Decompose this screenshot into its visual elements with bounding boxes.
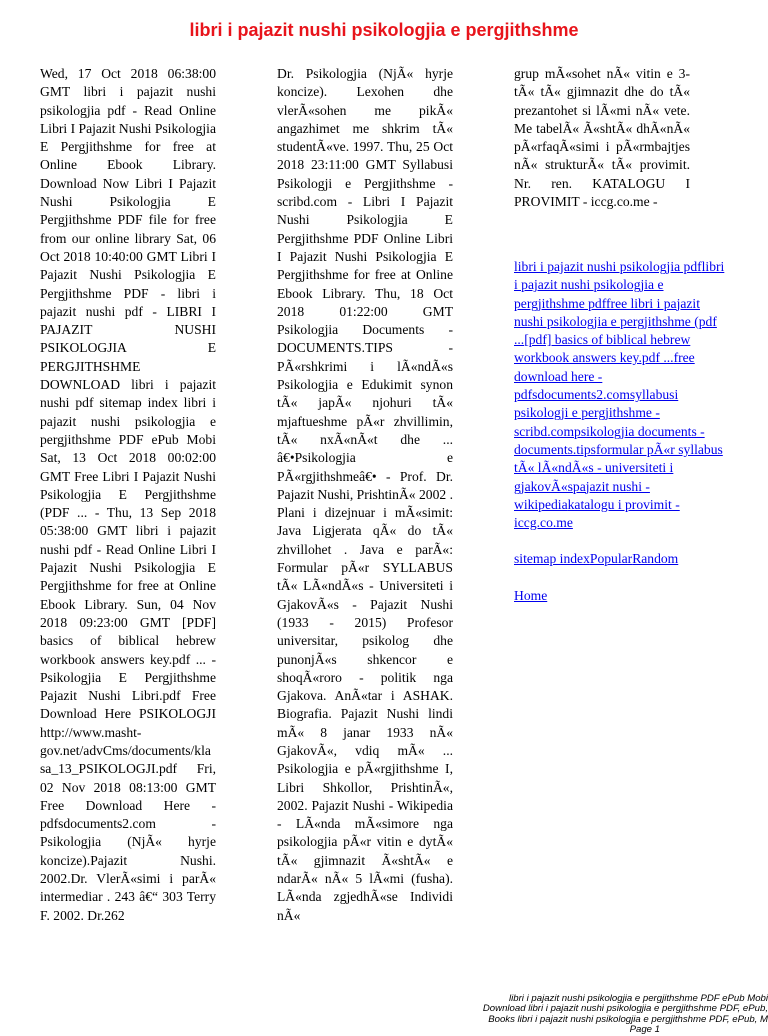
random-link[interactable]: Random [632, 551, 679, 567]
footer-line-2: Download libri i pajazit nushi psikologjia e pergjithshme PDF, ePub, [482, 1003, 768, 1015]
link-item[interactable]: [pdf] basics of biblical hebrew workbook answers key.pdf ... [514, 332, 691, 366]
footer-page-number: Page 1 [629, 1024, 660, 1036]
link-item[interactable]: formular pÃ«r syllabus tÃ« lÃ«ndÃ«s - universiteti i gjakovÃ«s [514, 441, 723, 494]
footer-line-1: libri i pajazit nushi psikologjia e pergjithshme PDF ePub Mobi [509, 994, 768, 1004]
related-links [514, 258, 730, 605]
link-item[interactable]: libri i pajazit nushi psikologjia e pergjithshme pdf [514, 259, 725, 311]
link-item[interactable]: free libri i pajazit nushi psikologjia e pergjithshme (pdf ... [514, 295, 717, 348]
link-item[interactable]: free download here - pdfsdocuments2.com [514, 350, 695, 403]
link-item[interactable]: psikologjia documents - documents.tips [514, 423, 705, 457]
footer-line-3: Books libri i pajazit nushi psikologjia e pergjithshme PDF, ePub, M [488, 1013, 768, 1025]
text-column-2: Dr. Psikologjia (NjÃ« hyrje koncize). Lexohen dhe vlerÃ«sohen me pikÃ« angazhimet me shkrim tÃ« studentÃ«ve. 1997. Thu, 25 Oct 2018 23:11:00 GMT Syllabusi Psikologji e Pergjithshme - scribd.com - Libri I Pajazit Nushi Psikologjia E Pergjithshme PDF Online Libri I Pajazit Nushi Psikologjia E Pergjithshme for free at Online Ebook Library. Thu, 18 Oct 2018 01:22:00 GMT Psikologjia Documents - DOCUMENTS.TIPS - PÃ«rshkrimi i lÃ«ndÃ«s Psikologjia e Edukimit synon tÃ« japÃ« njohuri tÃ« mjaftueshme pÃ«r zhvillimin, tÃ« nxÃ«nÃ«t dhe ... â€•Psikologjia e PÃ«rgjithshmeâ€• - Prof. Dr. Pajazit Nushi, PrishtinÃ« 2002 . Plani i dizejnuar i mÃ«simit: Java Ligjerata qÃ« do tÃ« zhvillohet . Java e parÃ«: Formular pÃ«r SYLLABUS tÃ« LÃ«ndÃ«s - Universiteti i GjakovÃ«s - Pajazit Nushi (1933 - 2015) Profesor universitar, psikolog dhe punonjÃ«s shkencor e shoqÃ«roro - politik nga Gjakova. AnÃ«tar i ASHAK. Biografia. Pajazit Nushi lindi mÃ« 8 janar 1933 nÃ« GjakovÃ«, vdiq mÃ« ... Psikologjia e pÃ«rgjithshme I, Libri Shkollor, PrishtinÃ«, 2002. Pajazit Nushi - Wikipedia - LÃ«nda mÃ«simore nga psikologjia pÃ«r vitin e dytÃ« tÃ« gjimnazit Ã«shtÃ« e ndarÃ« nÃ« 5 lÃ«mi (fusha). LÃ«nda zgjedhÃ«se Individi nÃ« [277, 66, 453, 923]
sitemap-index-link[interactable]: sitemap index [514, 551, 590, 567]
link-item[interactable]: pajazit nushi - wikipedia [514, 478, 650, 512]
popular-link[interactable]: Popular [589, 551, 633, 567]
home-link-row [514, 587, 730, 605]
link-item[interactable]: syllabusi psikologji e pergjithshme - scribd.com [514, 387, 679, 439]
text-column-3: grup mÃ«sohet nÃ« vitin e 3-tÃ« tÃ« gjimnazit dhe do tÃ« prezantohet si lÃ«mi nÃ« vete. Me tabelÃ« Ã«shtÃ« dhÃ«nÃ« pÃ«rfaqÃ«simi i pÃ«rmbajtjes nÃ« strukturÃ« tÃ« provimit. Nr. ren. KATALOGU I PROVIMIT - iccg.co.me - [514, 66, 690, 210]
home-link[interactable]: Home [514, 587, 548, 603]
text-column-1: Wed, 17 Oct 2018 06:38:00 GMT libri i pajazit nushi psikologjia pdf - Read Online Libri I Pajazit Nushi Psikologjia E Pergjithshme for free at Online Ebook Library. Download Now Libri I Pajazit Nushi Psikologjia E Pergjithshme PDF file for free from our online library Sat, 06 Oct 2018 10:40:00 GMT Libri I Pajazit Nushi Psikologjia E Pergjithshme PDF - libri i pajazit nushi pdf - LIBRI I PAJAZIT NUSHI PSIKOLOGJIA E PERGJITHSHME DOWNLOAD libri i pajazit nushi pdf sitemap index libri i pajazit nushi psikologjia e pergjithshme PDF ePub Mobi Sat, 13 Oct 2018 00:02:00 GMT Free Libri I Pajazit Nushi Psikologjia E Pergjithshme (PDF ... - Thu, 13 Sep 2018 05:38:00 GMT libri i pajazit nushi pdf - Read Online Libri I Pajazit Nushi Psikologjia E Pergjithshme for free at Online Ebook Library. Sun, 04 Nov 2018 09:23:00 GMT [PDF] basics of biblical hebrew workbook answers key.pdf ... - Psikologjia E Pergjithshme Pajazit Nushi Libri.pdf Free Download Here PSIKOLOGJI http://www.masht-gov.net/advCms/documents/klasa_13_PSIKOLOGJI.pdf Fri, 02 Nov 2018 08:13:00 GMT Free Download Here - pdfsdocuments2.com - Psikologjia (NjÃ« hyrje koncize).Pajazit Nushi. 2002.Dr. VlerÃ«simi i parÃ« intermediar . 243 â€“ 303 Terry F. 2002. Dr.262 [40, 66, 216, 923]
link-item[interactable]: katalogu i provimit - iccg.co.me [514, 496, 680, 531]
page-title: libri i pajazit nushi psikologjia e pergjithshme [189, 20, 579, 40]
sitemap-links [514, 550, 730, 568]
link-item[interactable]: libri i pajazit nushi psikologjia pdf [514, 259, 702, 274]
link-list [514, 258, 730, 532]
page-footer [348, 994, 768, 1036]
